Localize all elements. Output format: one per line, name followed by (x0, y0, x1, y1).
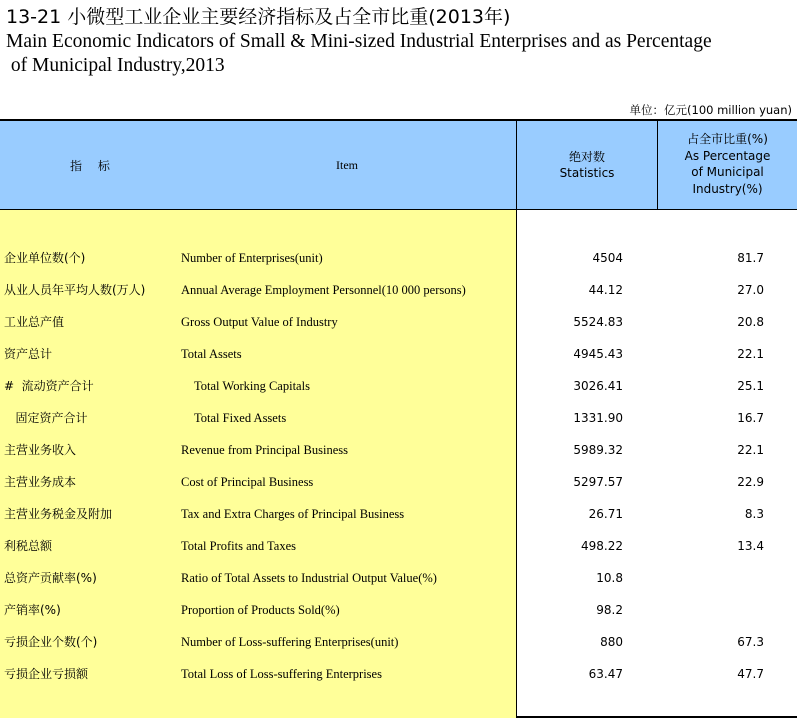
item-en-cell: Proportion of Products Sold(%) (181, 603, 340, 617)
percentage-cell: 22.1 (737, 443, 764, 457)
table-header (0, 121, 797, 210)
indicator-zh-cell: # 流动资产合计 (4, 379, 94, 393)
header-statistics-zh: 绝对数 (568, 150, 605, 164)
statistics-cell: 498.22 (581, 539, 623, 553)
statistics-cell: 5297.57 (573, 475, 623, 489)
header-statistics-en: Statistics (559, 166, 615, 180)
item-en-cell: Total Working Capitals (194, 379, 310, 393)
statistics-cell: 1331.90 (573, 411, 623, 425)
table-row (0, 498, 797, 530)
statistics-cell: 10.8 (596, 571, 623, 585)
table-row (0, 434, 797, 466)
indicator-zh-cell: 总资产贡献率(%) (4, 571, 97, 585)
header-indicator-zh: 指 标 (70, 159, 116, 173)
header-item-en: Item (336, 158, 358, 172)
statistics-cell: 44.12 (588, 283, 623, 297)
table-row (0, 402, 797, 434)
header-percentage-zh: 占全市比重(%) (687, 132, 768, 146)
percentage-cell: 13.4 (737, 539, 764, 553)
statistics-cell: 63.47 (588, 667, 623, 681)
item-en-cell: Total Fixed Assets (194, 411, 287, 425)
header-percentage-en3: Industry(%) (692, 181, 763, 196)
indicator-zh-cell: 主营业务成本 (4, 475, 77, 489)
percentage-cell: 25.1 (737, 379, 764, 393)
statistics-cell: 3026.41 (573, 379, 623, 393)
indicator-zh-cell: 主营业务税金及附加 (4, 507, 113, 521)
percentage-cell: 47.7 (737, 667, 764, 681)
table-row (0, 274, 797, 306)
table-title-chinese: 13-21 小微型工业企业主要经济指标及占全市比重(2013年) (6, 6, 511, 28)
table-title-english-line1: Main Economic Indicators of Small & Mini-sized Industrial Enterprises and as Percentage (6, 31, 712, 52)
table-row (0, 530, 797, 562)
percentage-cell: 16.7 (737, 411, 764, 425)
table-title-english-line2: of Municipal Industry,2013 (6, 55, 225, 76)
item-en-cell: Revenue from Principal Business (181, 443, 348, 457)
table-row (0, 626, 797, 658)
indicator-zh-cell: 利税总额 (4, 539, 53, 553)
table-row (0, 658, 797, 690)
statistics-cell: 4504 (592, 251, 623, 265)
indicator-zh-cell: 主营业务收入 (4, 443, 77, 457)
percentage-cell: 22.1 (737, 347, 764, 361)
unit-label: 单位：亿元(100 million yuan) (629, 103, 792, 117)
item-en-cell: Total Loss of Loss-suffering Enterprises (181, 667, 382, 681)
percentage-cell: 27.0 (737, 283, 764, 297)
statistics-cell: 26.71 (588, 507, 623, 521)
statistics-cell: 880 (600, 635, 623, 649)
indicator-zh-cell: 亏损企业亏损额 (4, 667, 89, 681)
indicator-zh-cell: 产销率(%) (4, 603, 61, 617)
statistics-cell: 5524.83 (573, 315, 623, 329)
header-percentage-en2: of Municipal (691, 165, 764, 179)
header-statistics-cell (517, 121, 658, 209)
table-row (0, 242, 797, 274)
indicator-zh-cell: 工业总产值 (4, 315, 65, 329)
indicators-table (0, 119, 797, 718)
table-row (0, 594, 797, 626)
item-en-cell: Total Assets (181, 347, 242, 361)
header-percentage-cell (658, 121, 797, 209)
item-en-cell: Gross Output Value of Industry (181, 315, 338, 329)
indicator-zh-cell: 固定资产合计 (4, 411, 88, 425)
item-en-cell: Cost of Principal Business (181, 475, 314, 489)
item-en-cell: Total Profits and Taxes (181, 539, 297, 553)
indicator-zh-cell: 从业人员年平均人数(万人) (4, 283, 146, 297)
table-row (0, 562, 797, 594)
item-en-cell: Tax and Extra Charges of Principal Business (181, 507, 405, 521)
statistics-cell: 4945.43 (573, 347, 623, 361)
table-row (0, 466, 797, 498)
percentage-cell: 22.9 (737, 475, 764, 489)
percentage-cell: 8.3 (744, 507, 764, 521)
statistics-cell: 98.2 (596, 603, 623, 617)
indicator-zh-cell: 亏损企业个数(个) (4, 635, 98, 649)
table-row (0, 370, 797, 402)
table-row (0, 306, 797, 338)
table-title-english (6, 30, 786, 78)
percentage-cell: 67.3 (737, 635, 764, 649)
header-indicator-cell (0, 121, 517, 209)
item-en-cell: Ratio of Total Assets to Industrial Output Value(%) (181, 571, 437, 585)
indicator-zh-cell: 资产总计 (4, 347, 53, 361)
percentage-cell: 20.8 (737, 315, 764, 329)
indicator-zh-cell: 企业单位数(个) (4, 251, 86, 265)
table-row (0, 338, 797, 370)
item-en-cell: Number of Loss-suffering Enterprises(unit) (181, 635, 399, 649)
header-percentage-en1: As Percentage (684, 148, 771, 163)
percentage-cell: 81.7 (737, 251, 764, 265)
item-en-cell: Number of Enterprises(unit) (181, 251, 323, 265)
item-en-cell: Annual Average Employment Personnel(10 000 persons) (181, 283, 466, 297)
statistics-cell: 5989.32 (573, 443, 623, 457)
